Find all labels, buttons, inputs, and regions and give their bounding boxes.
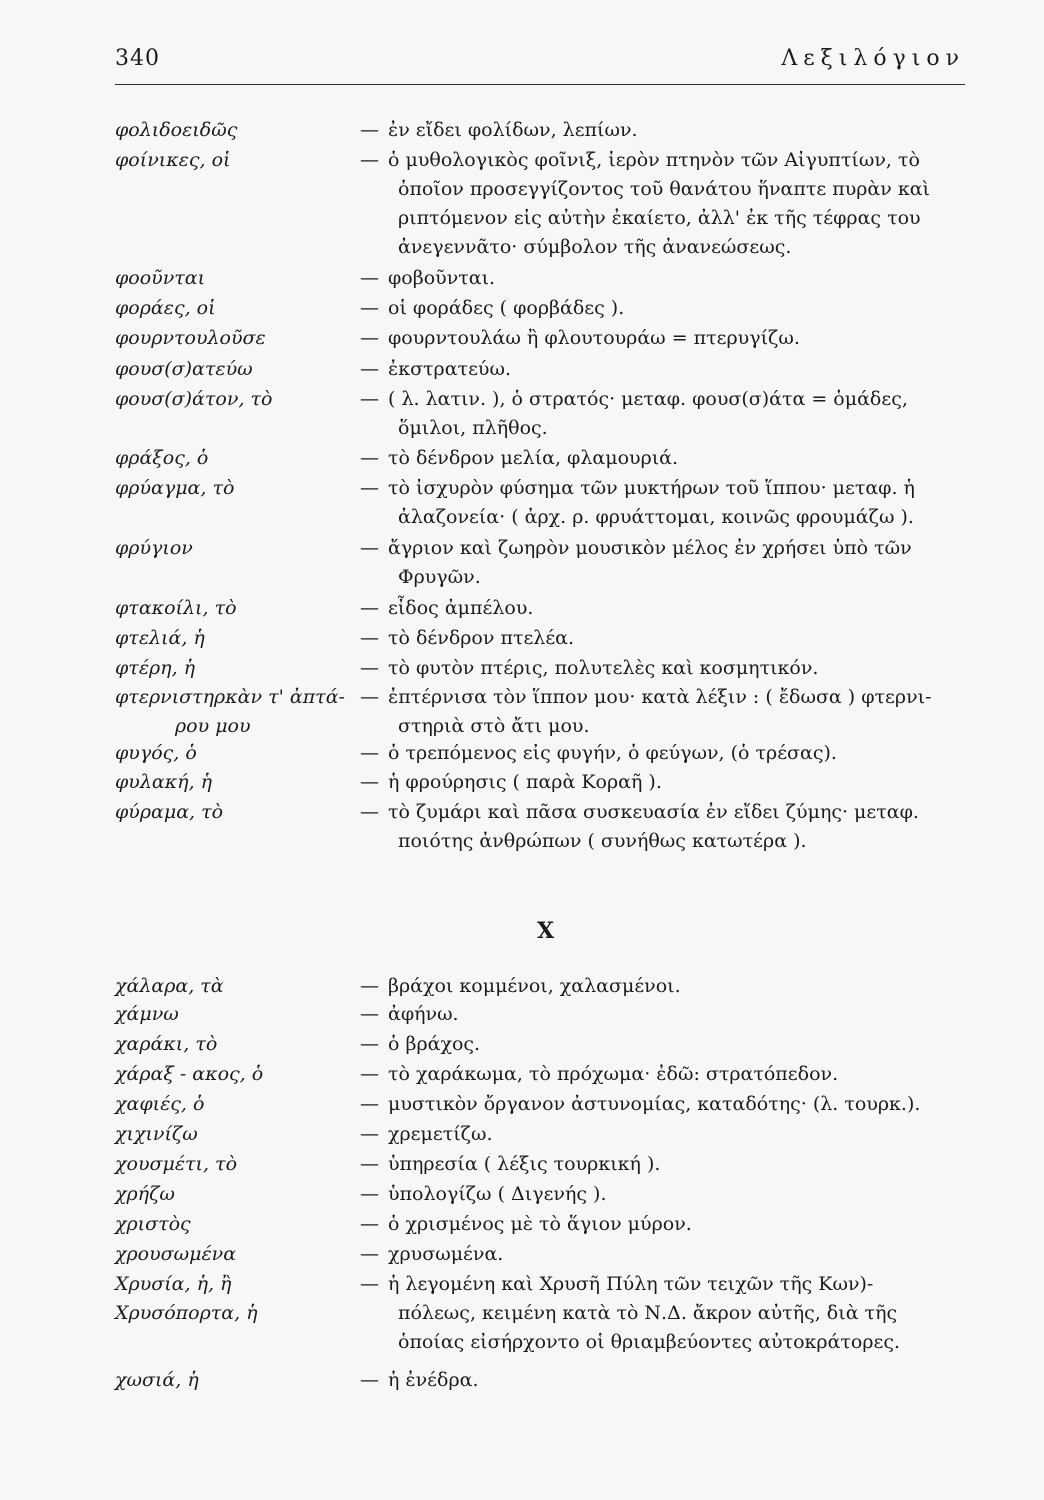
entry-definition: ἀφήνω. <box>388 1003 459 1025</box>
glossary-entry <box>0 771 1044 801</box>
entry-definition: οἱ φοράδες ( φορβάδες ). <box>388 297 625 319</box>
entry-term: φυλακή, ἡ <box>115 771 213 793</box>
entry-definition: τὸ δένδρον πτελέα. <box>388 627 575 649</box>
entry-definition: τὸ χαράκωμα, τὸ πρόχωμα· ἐδῶ: στρατόπεδον. <box>388 1063 839 1085</box>
em-dash: — <box>360 801 379 823</box>
em-dash: — <box>360 1093 379 1115</box>
em-dash: — <box>360 149 379 171</box>
entry-definition: ὁ βράχος. <box>388 1033 481 1055</box>
entry-definition-continuation: πόλεως, κειμένη κατὰ τὸ Ν.Δ. ἄκρον αὐτῆς, διὰ τῆς <box>398 1302 898 1324</box>
glossary-entry <box>0 1183 1044 1213</box>
entry-definition: ἡ λεγομένη καὶ Χρυσῆ Πύλη τῶν τειχῶν τῆς Κων)- <box>388 1273 874 1295</box>
glossary-entry <box>0 1213 1044 1243</box>
entry-term: χρήζω <box>115 1183 175 1205</box>
entry-definition-continuation: ριπτόμενον εἰς αὐτὴν ἐκαίετο, ἀλλ' ἐκ τῆς τέφρας του <box>398 207 921 229</box>
em-dash: — <box>360 327 379 349</box>
entry-definition-continuation: ποιότης ἀνθρώπων ( συνήθως κατωτέρα ). <box>398 830 807 852</box>
entry-definition: ἐπτέρνισα τὸν ἵππον μου· κατὰ λέξιν : ( ἔδωσα ) φτερνι- <box>388 686 932 708</box>
entry-definition: ὁ τρεπόμενος εἰς φυγήν, ὁ φεύγων, (ὁ τρέσας). <box>388 742 837 764</box>
entry-term: φρύγιον <box>115 537 193 559</box>
entry-definition: χρεμετίζω. <box>388 1123 493 1145</box>
em-dash: — <box>360 1153 379 1175</box>
glossary-entry <box>0 657 1044 687</box>
glossary-entry <box>0 742 1044 772</box>
entry-definition-continuation: στηριὰ στὸ ἄτι μου. <box>398 715 590 737</box>
entry-definition-continuation: Φρυγῶν. <box>398 566 481 588</box>
entry-term: φοοῦνται <box>115 267 206 289</box>
em-dash: — <box>360 537 379 559</box>
entry-definition: ὑπηρεσία ( λέξις τουρκική ). <box>388 1153 661 1175</box>
em-dash: — <box>360 657 379 679</box>
glossary-entry <box>0 267 1044 297</box>
entry-definition: ὁ χρισμένος μὲ τὸ ἅγιον μύρον. <box>388 1213 692 1235</box>
entry-term: φυγός, ὁ <box>115 742 197 764</box>
entry-term: φτακοίλι, τὸ <box>115 597 237 619</box>
glossary-entry <box>0 1003 1044 1033</box>
glossary-entry <box>0 627 1044 657</box>
entry-definition: ἐν εἴδει φολίδων, λεπίων. <box>388 119 638 141</box>
entry-definition: φοβοῦνται. <box>388 267 496 289</box>
entry-term: χαφιές, ὁ <box>115 1093 205 1115</box>
em-dash: — <box>360 975 379 997</box>
entry-definition: χρυσωμένα. <box>388 1243 504 1265</box>
entry-term: φοράες, οἱ <box>115 297 216 319</box>
em-dash: — <box>360 597 379 619</box>
entry-definition-continuation: ὁποίας εἰσήρχοντο οἱ θριαμβεύοντες αὐτοκράτορες. <box>398 1331 901 1353</box>
entry-definition: ὑπολογίζω ( Διγενής ). <box>388 1183 607 1205</box>
entry-term: φουσ(σ)άτον, τὸ <box>115 388 273 410</box>
glossary-entry <box>0 1273 1044 1353</box>
em-dash: — <box>360 1369 379 1391</box>
em-dash: — <box>360 1183 379 1205</box>
entry-definition: ἡ ἐνέδρα. <box>388 1369 479 1391</box>
entry-term: χουσμέτι, τὸ <box>115 1153 238 1175</box>
entry-term: φτέρη, ἡ <box>115 657 196 679</box>
entry-term: χωσιά, ἡ <box>115 1369 199 1391</box>
glossary-entry <box>0 975 1044 1005</box>
entry-definition-continuation: ἀνεγεννᾶτο· σύμβολον τῆς ἀνανεώσεως. <box>398 236 792 258</box>
glossary-entry <box>0 477 1044 528</box>
em-dash: — <box>360 1273 379 1295</box>
glossary-entry <box>0 447 1044 477</box>
entry-definition: τὸ ζυμάρι καὶ πᾶσα συσκευασία ἐν εἴδει ζύμης· μεταφ. <box>388 801 919 823</box>
glossary-entry <box>0 801 1044 852</box>
entry-definition-continuation: ἀλαζονεία· ( ἀρχ. ρ. φρυάττομαι, κοινῶς φρουμάζω ). <box>398 506 914 528</box>
em-dash: — <box>360 388 379 410</box>
glossary-entry <box>0 297 1044 327</box>
entry-definition: τὸ ἰσχυρὸν φύσημα τῶν μυκτήρων τοῦ ἵππου· μεταφ. ἡ <box>388 477 915 499</box>
glossary-entry <box>0 1369 1044 1399</box>
em-dash: — <box>360 742 379 764</box>
entry-term: φτελιά, ἡ <box>115 627 205 649</box>
entry-definition: ἡ φρούρησις ( παρὰ Κοραῆ ). <box>388 771 662 793</box>
page-number: 340 <box>115 46 160 71</box>
entry-term: χάμνω <box>115 1003 179 1025</box>
entry-definition: ἄγριον καὶ ζωηρὸν μουσικὸν μέλος ἐν χρήσει ὑπὸ τῶν <box>388 537 912 559</box>
em-dash: — <box>360 1213 379 1235</box>
entry-definition-continuation: ὅμιλοι, πλῆθος. <box>398 417 548 439</box>
em-dash: — <box>360 1033 379 1055</box>
glossary-entry <box>0 388 1044 439</box>
glossary-entry <box>0 119 1044 149</box>
em-dash: — <box>360 1063 379 1085</box>
entry-term: φουρντουλοῦσε <box>115 327 266 349</box>
em-dash: — <box>360 627 379 649</box>
entry-definition: εἶδος ἀμπέλου. <box>388 597 534 619</box>
em-dash: — <box>360 267 379 289</box>
glossary-entry <box>0 1243 1044 1273</box>
glossary-entry <box>0 358 1044 388</box>
em-dash: — <box>360 447 379 469</box>
glossary-entry <box>0 686 1044 737</box>
glossary-entry <box>0 537 1044 588</box>
entry-term: φύραμα, τὸ <box>115 801 224 823</box>
entry-term: φολιδοειδῶς <box>115 119 238 141</box>
entry-term: φτερνιστηρκὰν τ' ἀπτά- <box>115 686 345 708</box>
em-dash: — <box>360 1123 379 1145</box>
entry-term: φοίνικες, οἱ <box>115 149 231 171</box>
em-dash: — <box>360 358 379 380</box>
glossary-entry <box>0 1063 1044 1093</box>
entry-term: χάραξ - ακος, ὁ <box>115 1063 264 1085</box>
entry-definition: ( λ. λατιν. ), ὁ στρατός· μεταφ. φουσ(σ)άτα = ὁμάδες, <box>388 388 908 410</box>
glossary-entry <box>0 327 1044 357</box>
section-heading: X <box>537 918 555 944</box>
entry-term-continuation: ρου μου <box>175 715 251 737</box>
glossary-entry <box>0 1093 1044 1123</box>
entry-definition: ἐκστρατεύω. <box>388 358 511 380</box>
em-dash: — <box>360 119 379 141</box>
entry-definition: ὁ μυθολογικὸς φοῖνιξ, ἱερὸν πτηνὸν τῶν Αἰγυπτίων, τὸ <box>388 149 920 171</box>
glossary-entry <box>0 1033 1044 1063</box>
em-dash: — <box>360 1243 379 1265</box>
entry-definition: μυστικὸν ὄργανον ἀστυνομίας, καταδότης· (λ. τουρκ.). <box>388 1093 921 1115</box>
entry-term: χιχινίζω <box>115 1123 198 1145</box>
running-title: Λεξιλόγιον <box>781 46 965 71</box>
entry-definition: βράχοι κομμένοι, χαλασμένοι. <box>388 975 681 997</box>
entry-term-continuation: Χρυσόπορτα, ἡ <box>115 1302 258 1324</box>
entry-definition: τὸ δένδρον μελία, φλαμουριά. <box>388 447 679 469</box>
em-dash: — <box>360 771 379 793</box>
em-dash: — <box>360 477 379 499</box>
entry-term: χάλαρα, τὰ <box>115 975 224 997</box>
glossary-entry <box>0 1123 1044 1153</box>
entry-term: χαράκι, τὸ <box>115 1033 218 1055</box>
glossary-entry <box>0 149 1044 258</box>
glossary-entry <box>0 597 1044 627</box>
entry-definition: φουρντουλάω ἢ φλουτουράω = πτερυγίζω. <box>388 327 800 349</box>
em-dash: — <box>360 686 379 708</box>
glossary-entry <box>0 1153 1044 1183</box>
entry-definition-continuation: ὁποῖον προσεγγίζοντος τοῦ θανάτου ἥναπτε πυρὰν καὶ <box>398 178 930 200</box>
entry-term: φουσ(σ)ατεύω <box>115 358 253 380</box>
entry-term: χρουσωμένα <box>115 1243 237 1265</box>
em-dash: — <box>360 297 379 319</box>
entry-term: Χρυσία, ἡ, ἢ <box>115 1273 232 1295</box>
entry-term: χριστὸς <box>115 1213 191 1235</box>
entry-term: φράξος, ὁ <box>115 447 209 469</box>
em-dash: — <box>360 1003 379 1025</box>
entry-term: φρύαγμα, τὸ <box>115 477 235 499</box>
entry-definition: τὸ φυτὸν πτέρις, πολυτελὲς καὶ κοσμητικόν. <box>388 657 819 679</box>
